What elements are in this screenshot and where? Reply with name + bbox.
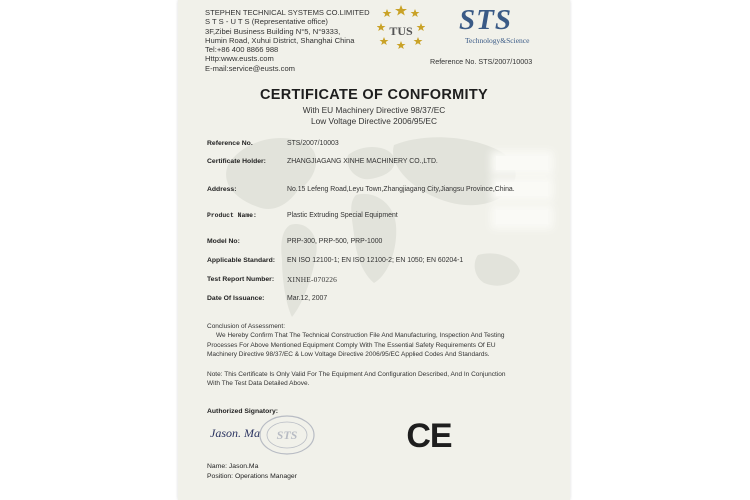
issuer-web: Http:www.eusts.com — [205, 54, 274, 64]
sts-logo — [459, 4, 549, 45]
issuer-address-line2: Humin Road, Xuhui District, Shanghai China — [205, 35, 355, 45]
issuer-address-line1: 3F,Zibei Business Building N°5, N°9333, — [205, 26, 341, 36]
field-value-holder: ZHANGJIAGANG XINHE MACHINERY CO.,LTD. — [287, 158, 438, 165]
world-map-watermark — [198, 95, 558, 355]
directive-low-voltage: Low Voltage Directive 2006/95/EC — [311, 116, 437, 126]
signatory-position: Position: Operations Manager — [207, 473, 297, 480]
certificate-title: CERTIFICATE OF CONFORMITY — [260, 87, 488, 103]
note-line: Note: This Certificate Is Only Valid For The Equipment And Configuration Described, And In Conjunction — [207, 371, 506, 378]
sts-logo-text: STS — [459, 4, 512, 36]
note-line: With The Test Data Detailed Above. — [207, 380, 310, 388]
certificate-document — [178, 0, 570, 500]
tus-logo-text: TUS — [389, 24, 413, 38]
conclusion-section — [207, 322, 557, 359]
field-value-test-report: XINHE-070226 — [287, 275, 338, 284]
field-label-date: Date Of Issuance: — [207, 295, 265, 302]
issuer-company: STEPHEN TECHNICAL SYSTEMS CO.LIMITED — [205, 8, 370, 17]
conclusion-line: We Hereby Confirm That The Technical Construction File And Manufacturing, Inspection And Testing — [216, 332, 505, 340]
field-label-test-report: Test Report Number: — [207, 276, 275, 283]
header-reference-number: Reference No. STS/2007/10003 — [430, 57, 533, 66]
field-label-address: Address: — [207, 186, 237, 193]
ce-mark-text: CE — [406, 417, 452, 452]
field-value-standard: EN ISO 12100-1; EN ISO 12100-2; EN 1050; EN 60204-1 — [287, 257, 464, 264]
field-label-standard: Applicable Standard: — [207, 257, 275, 264]
field-label-reference: Reference No. — [207, 140, 253, 147]
signatory-heading: Authorized Signatory: — [207, 408, 278, 415]
field-value-reference: STS/2007/10003 — [287, 140, 339, 147]
directive-machinery: With EU Machinery Directive 98/37/EC — [302, 105, 446, 115]
field-value-date: Mar.12, 2007 — [287, 295, 328, 302]
tus-star-logo — [377, 4, 425, 50]
stamp-text: STS — [276, 428, 298, 442]
sts-logo-subtitle: Technology&Science — [465, 36, 530, 45]
field-value-product: Plastic Extruding Special Equipment — [287, 212, 398, 219]
issuer-short-name: S T S - U T S (Representative office) — [205, 17, 328, 27]
field-label-product: Product Name: — [207, 212, 257, 219]
field-value-address: No.15 Lefeng Road,Leyu Town,Zhangjiagang City,Jiangsu Province,China. — [287, 186, 515, 193]
conclusion-line: Machinery Directive 98/37/EC & Low Voltage Directive 2006/95/EC Applied Codes And Standards. — [207, 350, 490, 358]
field-value-model: PRP-300, PRP-500, PRP-1000 — [287, 238, 383, 245]
sts-stamp — [258, 414, 316, 456]
ce-mark-icon — [400, 416, 458, 452]
blur-patch — [496, 156, 548, 170]
blur-patch — [496, 210, 548, 224]
note-section — [207, 370, 557, 389]
field-label-model: Model No: — [207, 238, 240, 245]
issuer-email: E-mail:service@eusts.com — [205, 63, 295, 73]
signature: Jason. Ma — [210, 426, 260, 440]
field-label-holder: Certificate Holder: — [207, 158, 266, 165]
signatory-name: Name: Jason.Ma — [207, 463, 259, 470]
conclusion-line: Processes For Above Mentioned Equipment Comply With The Essential Safety Requirements Of EU — [207, 341, 496, 349]
issuer-tel: Tel:+86 400 8866 988 — [205, 45, 279, 55]
issuer-block — [205, 8, 405, 73]
conclusion-heading: Conclusion of Assessment: — [207, 323, 286, 330]
